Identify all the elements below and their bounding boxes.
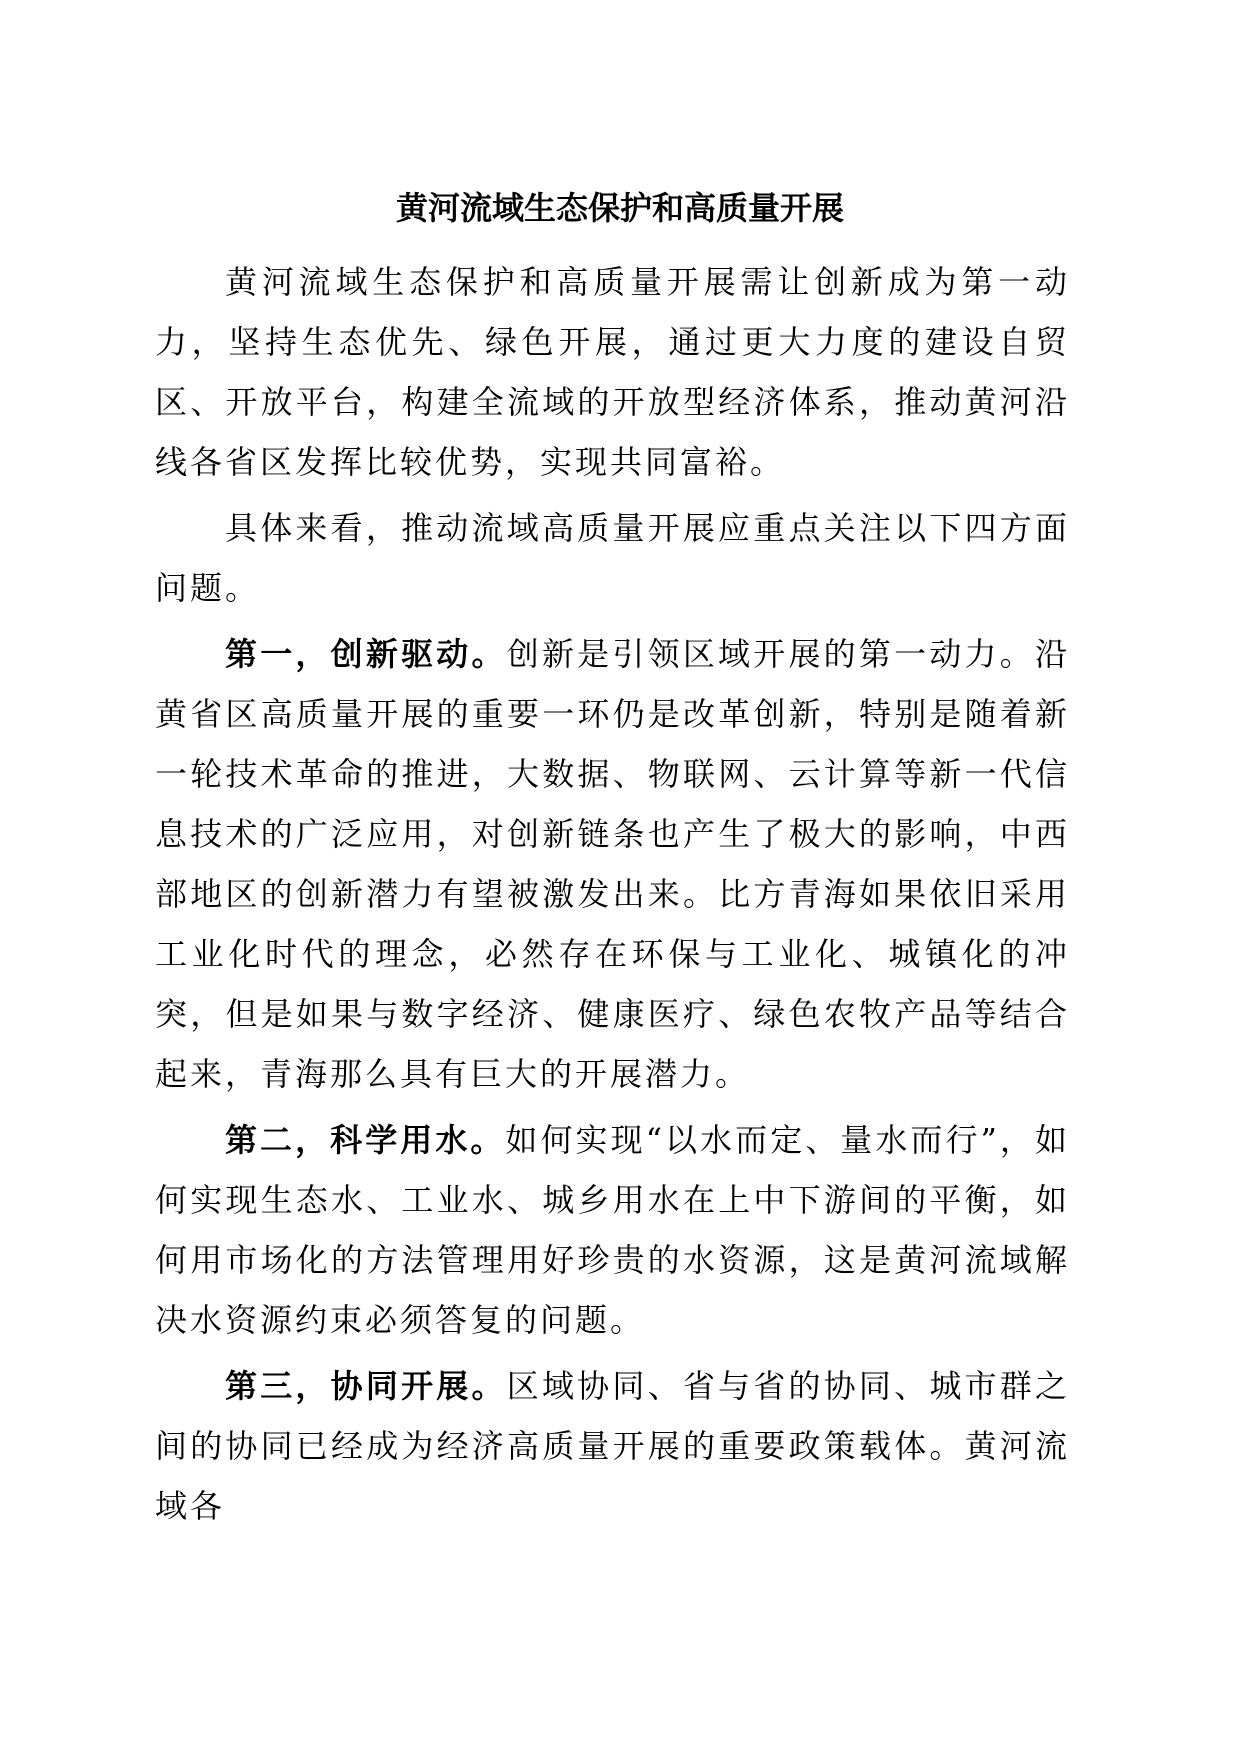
paragraph-point-1 xyxy=(155,624,1070,1104)
paragraph-text: 具体来看，推动流域高质量开展应重点关注以下四方面问题。 xyxy=(155,509,1070,607)
paragraph-lead: 第二，科学用水。 xyxy=(225,1121,506,1159)
paragraph-point-3 xyxy=(155,1356,1070,1536)
paragraph-point-2 xyxy=(155,1110,1070,1350)
paragraph-text: 创新是引领区域开展的第一动力。沿黄省区高质量开展的重要一环仍是改革创新，特别是随着新一轮技术革命的推进，大数据、物联网、云计算等新一代信息技术的广泛应用，对创新链条也产生了极大的影响，中西部地区的创新潜力有望被激发出来。比方青海如果依旧采用工业化时代的理念，必然存在环保与工业化、城镇化的冲突，但是如果与数字经济、健康医疗、绿色农牧产品等结合起来，青海那么具有巨大的开展潜力。 xyxy=(155,635,1070,1093)
paragraph-overview xyxy=(155,498,1070,618)
paragraph-lead: 第一，创新驱动。 xyxy=(225,635,507,673)
document-body xyxy=(155,252,1070,1542)
paragraph-intro xyxy=(155,252,1070,492)
paragraph-text: 黄河流域生态保护和高质量开展需让创新成为第一动力，坚持生态优先、绿色开展，通过更大力度的建设自贸区、开放平台，构建全流域的开放型经济体系，推动黄河沿线各省区发挥比较优势，实现共同富裕。 xyxy=(155,263,1070,481)
paragraph-lead: 第三，协同开展。 xyxy=(225,1367,507,1405)
document-title: 黄河流域生态保护和高质量开展 xyxy=(395,189,844,227)
paragraph-text: 区域协同、省与省的协同、城市群之间的协同已经成为经济高质量开展的重要政策载体。黄河流域各 xyxy=(155,1367,1070,1525)
paragraph-text: 如何实现“以水而定、量水而行”，如何实现生态水、工业水、城乡用水在上中下游间的平衡，如何用市场化的方法管理用好珍贵的水资源，这是黄河流域解决水资源约束必须答复的问题。 xyxy=(155,1121,1070,1339)
